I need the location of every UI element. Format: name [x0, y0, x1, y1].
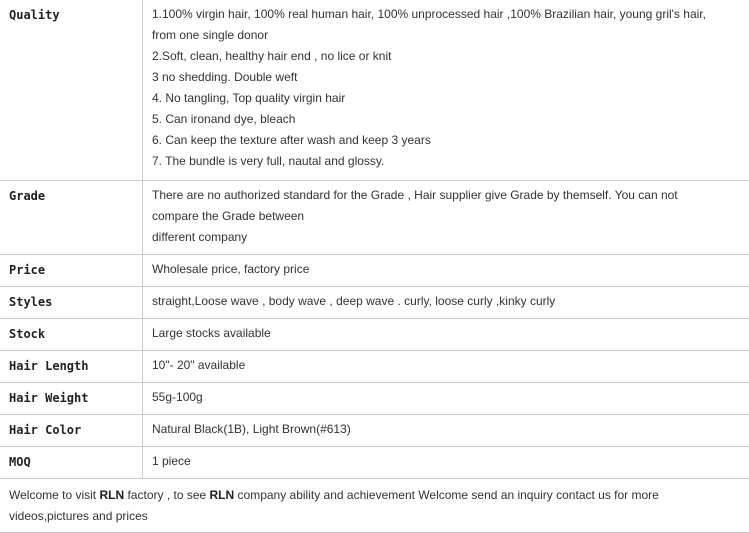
row-label: Hair Color [0, 414, 143, 446]
table-row-grade [0, 180, 749, 254]
row-value: Wholesale price, factory price [143, 254, 749, 286]
row-label: Styles [0, 286, 143, 318]
table-row-stock [0, 318, 749, 350]
table-row-quality [0, 0, 749, 180]
table-row-hair-weight [0, 382, 749, 414]
row-label: Grade [0, 180, 143, 254]
row-label: MOQ [0, 446, 143, 478]
value-line: 1.100% virgin hair, 100% real human hair, 100% unprocessed hair ,100% Brazilian hair, young gril's hair, [152, 4, 741, 25]
row-value: 55g-100g [143, 382, 749, 414]
row-label: Hair Weight [0, 382, 143, 414]
value-line: from one single donor [152, 25, 741, 46]
value-line: 5. Can ironand dye, bleach [152, 109, 741, 130]
footer-text: Welcome to visit [9, 488, 99, 502]
value-line: 7. The bundle is very full, nautal and glossy. [152, 151, 741, 172]
row-label: Hair Length [0, 350, 143, 382]
table-row-price [0, 254, 749, 286]
value-line: 4. No tangling, Top quality virgin hair [152, 88, 741, 109]
row-label: Price [0, 254, 143, 286]
brand-name: RLN [99, 488, 124, 502]
table-row-hair-length [0, 350, 749, 382]
row-value [143, 180, 749, 254]
brand-name: RLN [210, 488, 235, 502]
table-row-styles [0, 286, 749, 318]
row-value [143, 0, 749, 180]
value-line: different company [152, 227, 741, 248]
row-value: 10"- 20" available [143, 350, 749, 382]
footer-text: factory , to see [124, 488, 209, 502]
value-line: 6. Can keep the texture after wash and keep 3 years [152, 130, 741, 151]
row-label: Stock [0, 318, 143, 350]
value-line: 3 no shedding. Double weft [152, 67, 741, 88]
value-line: 2.Soft, clean, healthy hair end , no lice or knit [152, 46, 741, 67]
table-row-moq [0, 446, 749, 478]
row-value: Large stocks available [143, 318, 749, 350]
row-value: Natural Black(1B), Light Brown(#613) [143, 414, 749, 446]
row-label: Quality [0, 0, 143, 180]
value-line: compare the Grade between [152, 206, 741, 227]
footer-message [0, 478, 749, 532]
footer-text: company ability and achievement Welcome send an inquiry contact us for more videos,pictures and prices [9, 488, 659, 523]
table-row-hair-color [0, 414, 749, 446]
row-value: straight,Loose wave , body wave , deep wave . curly, loose curly ,kinky curly [143, 286, 749, 318]
row-value: 1 piece [143, 446, 749, 478]
value-line: There are no authorized standard for the Grade , Hair supplier give Grade by themself. You can not [152, 185, 741, 206]
table-row-footer [0, 478, 749, 532]
